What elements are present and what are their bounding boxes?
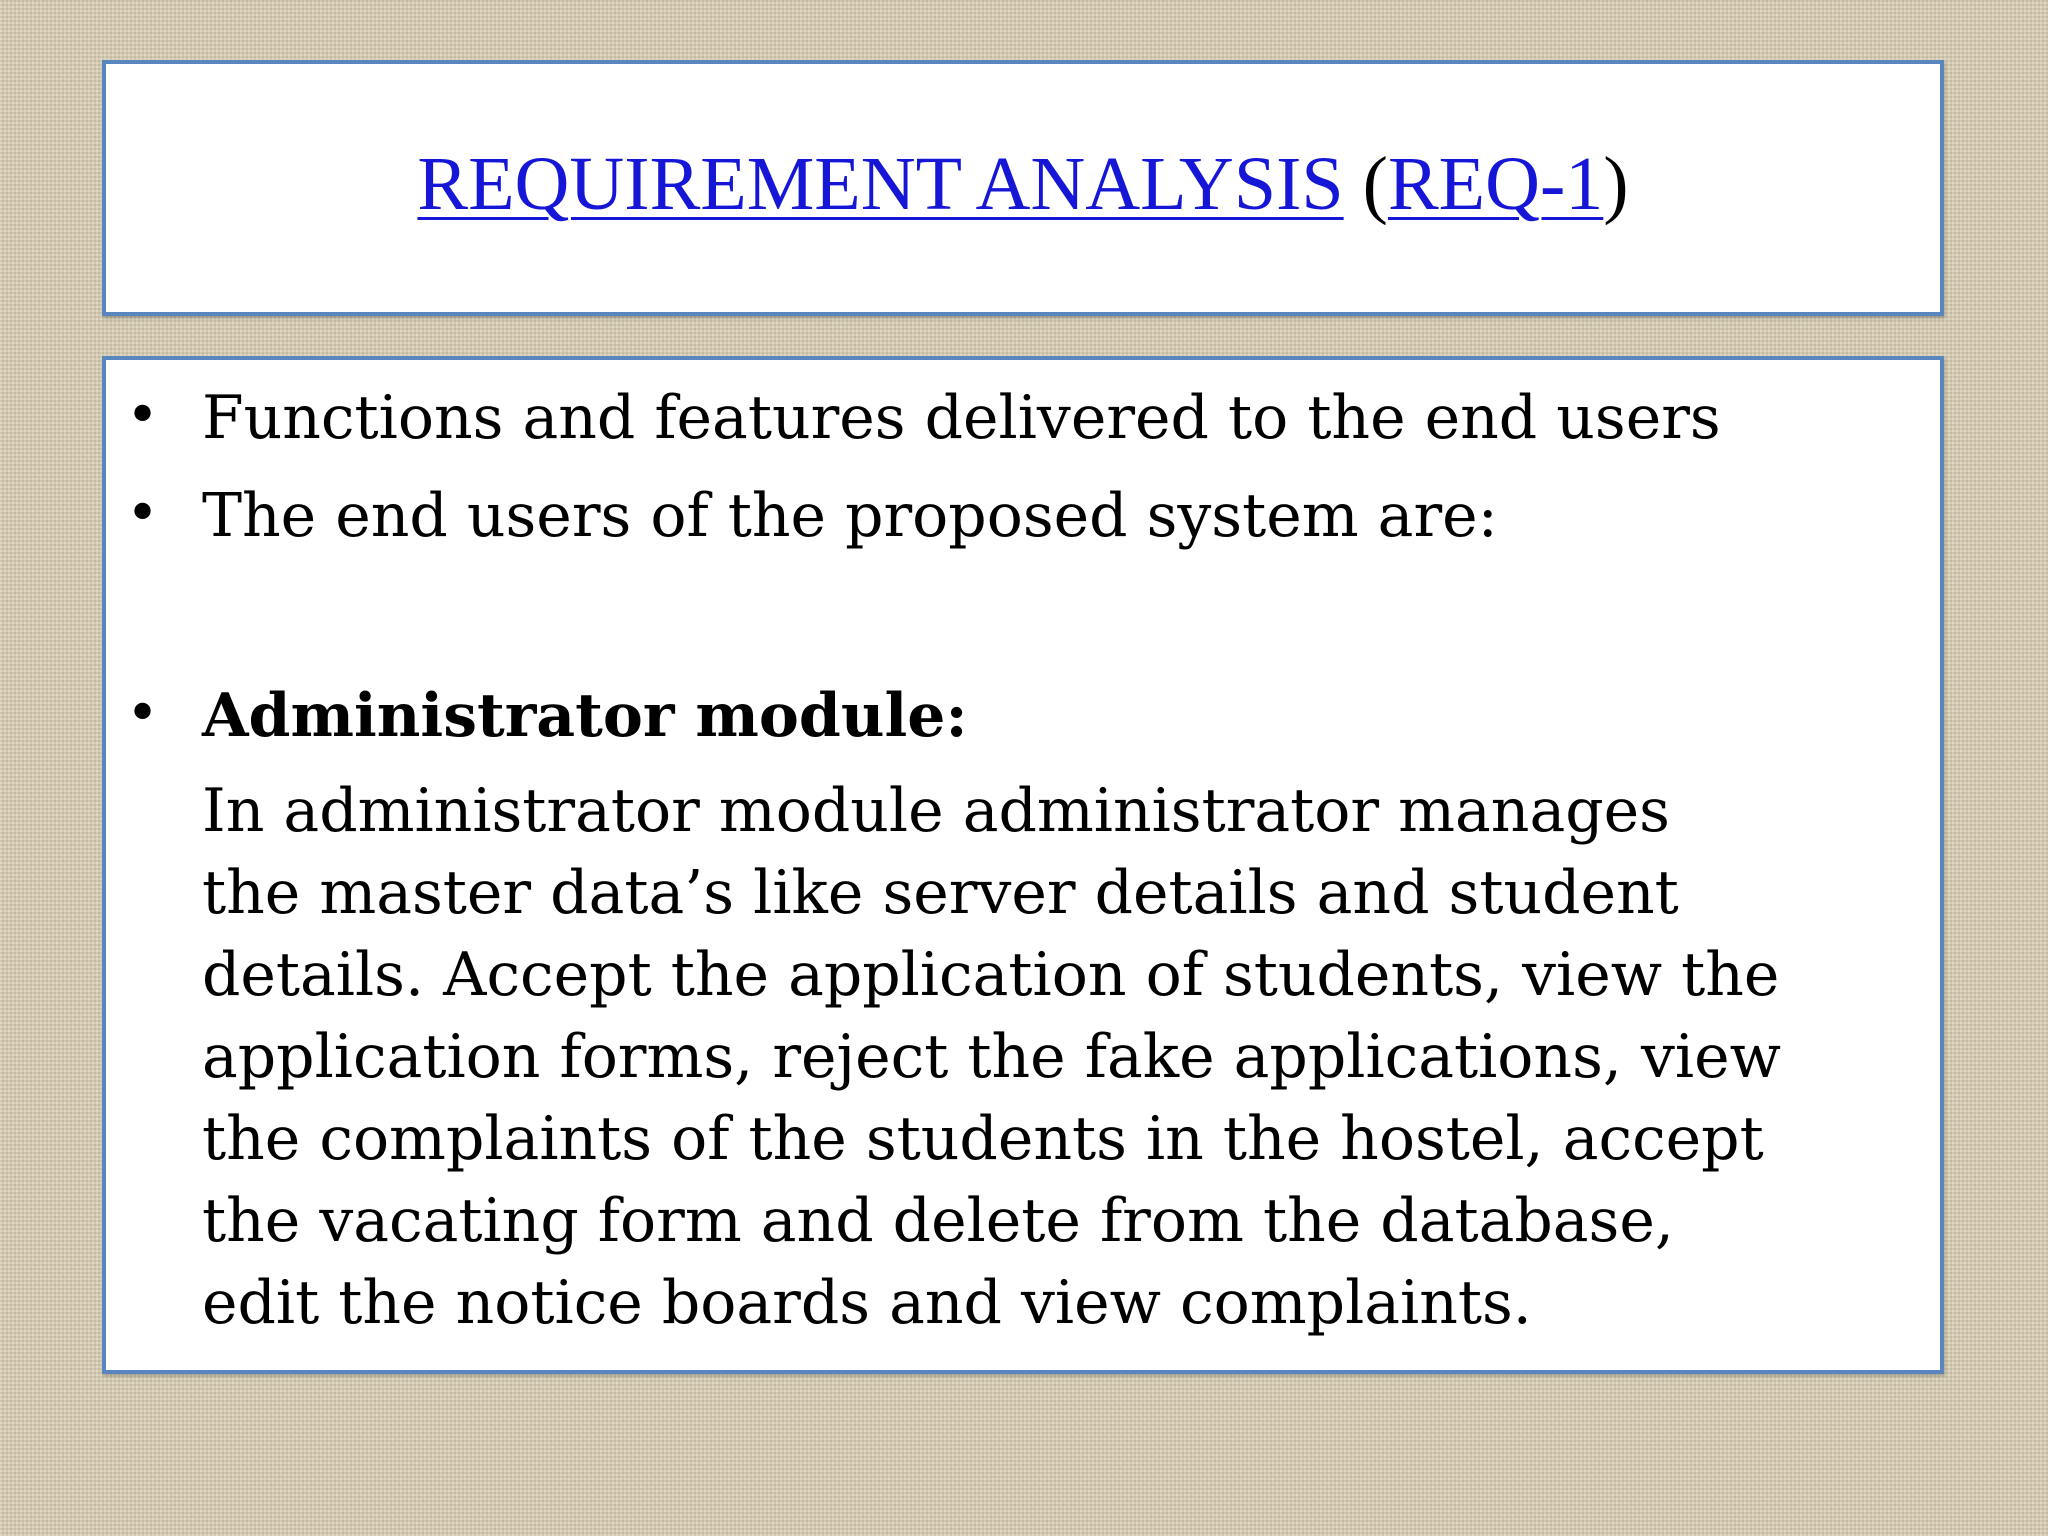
bullet-marker: •	[126, 481, 160, 546]
bullet-functions: Functions and features delivered to the end users	[202, 383, 1721, 453]
paragraph-line: the master data’s like server details and student	[202, 858, 1679, 928]
paragraph-line: details. Accept the application of students, view the	[202, 940, 1780, 1010]
bullet-administrator-module: Administrator module:	[202, 681, 968, 751]
paragraph-line: In administrator module administrator manages	[202, 776, 1670, 846]
bullet-marker: •	[126, 383, 160, 448]
title-close-paren: )	[1603, 141, 1629, 226]
content-box	[102, 356, 1944, 1374]
title-box	[102, 60, 1944, 316]
requirement-analysis-link[interactable]: REQUIREMENT ANALYSIS	[417, 141, 1344, 226]
administrator-module-description	[202, 770, 1932, 1344]
paragraph-line: application forms, reject the fake applications, view	[202, 1022, 1781, 1092]
paragraph-line: the complaints of the students in the hostel, accept	[202, 1104, 1764, 1174]
req-1-link[interactable]: REQ-1	[1387, 141, 1604, 226]
title-open-paren: (	[1343, 141, 1388, 226]
paragraph-line: the vacating form and delete from the database,	[202, 1186, 1674, 1256]
slide-title	[417, 141, 1628, 228]
bullet-marker: •	[126, 681, 160, 746]
paragraph-line: edit the notice boards and view complaints.	[202, 1268, 1532, 1338]
bullet-end-users: The end users of the proposed system are:	[202, 481, 1498, 551]
